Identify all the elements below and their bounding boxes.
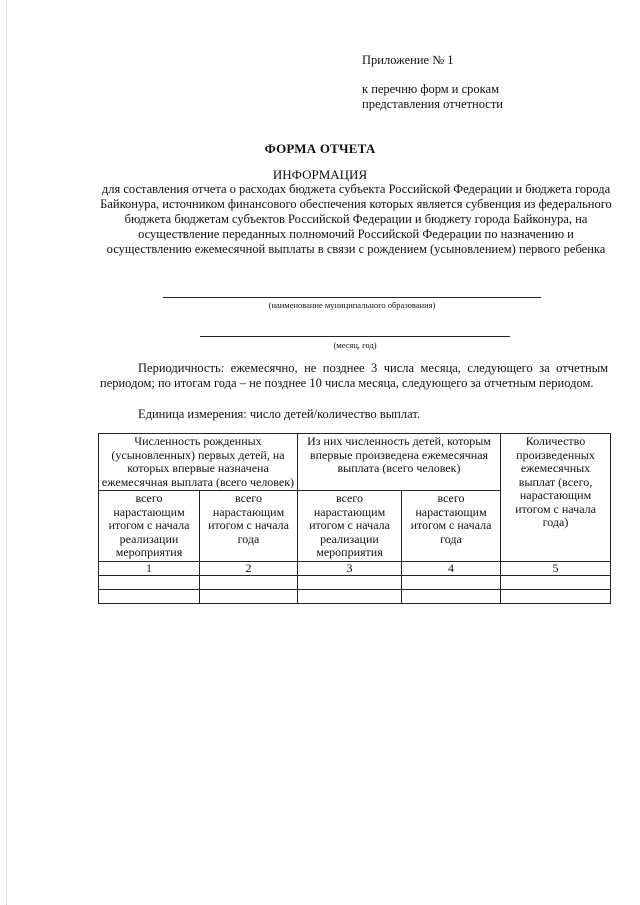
periodicity-text: Периодичность: ежемесячно, не позднее 3 числа месяца, следующего за отчетным периодом; по итогам года – не позднее 10 числа месяца, следующего за отчетным периодом. — [100, 361, 608, 390]
subheader-col2: всего нарастающим итогом с начала года — [200, 491, 298, 562]
data-cell — [402, 576, 501, 590]
data-cell — [200, 590, 298, 604]
subheader-col3: всего нарастающим итогом с начала реализации мероприятия — [298, 491, 402, 562]
column-number: 5 — [501, 561, 611, 576]
annex-ref-line1: к перечню форм и срокам — [362, 82, 500, 96]
municipality-line — [163, 297, 541, 298]
data-cell — [200, 576, 298, 590]
table-row — [99, 590, 611, 604]
header-born-children: Численность рожденных (усыновленных) первых детей, на которых впервые назначена ежемесячная выплата (всего человек) — [99, 434, 298, 491]
form-title: ФОРМА ОТЧЕТА — [264, 141, 376, 156]
header-paid-children: Из них численность детей, которым впервые произведена ежемесячная выплата (всего человек) — [298, 434, 501, 491]
subheader-col1: всего нарастающим итогом с начала реализации мероприятия — [99, 491, 200, 562]
data-cell — [99, 590, 200, 604]
header-payments-count: Количество произведенных ежемесячных выплат (всего, нарастающим итогом с начала года) — [501, 434, 611, 562]
column-number: 1 — [99, 561, 200, 576]
column-number: 3 — [298, 561, 402, 576]
unit-text: Единица измерения: число детей/количество выплат. — [138, 407, 420, 421]
report-table — [98, 433, 611, 604]
data-cell — [501, 590, 611, 604]
data-cell — [402, 590, 501, 604]
column-numbers-row — [99, 561, 611, 576]
data-cell — [298, 576, 402, 590]
month-year-line — [200, 336, 510, 337]
municipality-caption: (наименование муниципального образования) — [268, 300, 436, 310]
data-cell — [298, 590, 402, 604]
data-cell — [99, 576, 200, 590]
month-year-caption: (месяц, год) — [333, 340, 377, 350]
subheader-col4: всего нарастающим итогом с начала года — [402, 491, 501, 562]
column-number: 2 — [200, 561, 298, 576]
info-title: ИНФОРМАЦИЯ — [272, 167, 368, 182]
info-description: для составления отчета о расходах бюджета субъекта Российской Федерации и бюджета города Байконура, источником финансового обеспечения которых является субвенция из федерального бюджета бюджетам субъектов Российской Федерации и бюджету города Байконура, на осуществление переданных полномочий Российской Федерации по назначению и осуществлению ежемесячной выплаты в связи с рождением (усыновлением) первого ребенка — [100, 182, 612, 256]
annex-number: Приложение № 1 — [362, 53, 454, 67]
annex-block — [362, 53, 503, 112]
column-number: 4 — [402, 561, 501, 576]
table-row — [99, 576, 611, 590]
annex-ref-line2: представления отчетности — [362, 97, 503, 111]
table-header-row — [99, 434, 611, 491]
page-edge-dots — [6, 0, 7, 905]
data-cell — [501, 576, 611, 590]
